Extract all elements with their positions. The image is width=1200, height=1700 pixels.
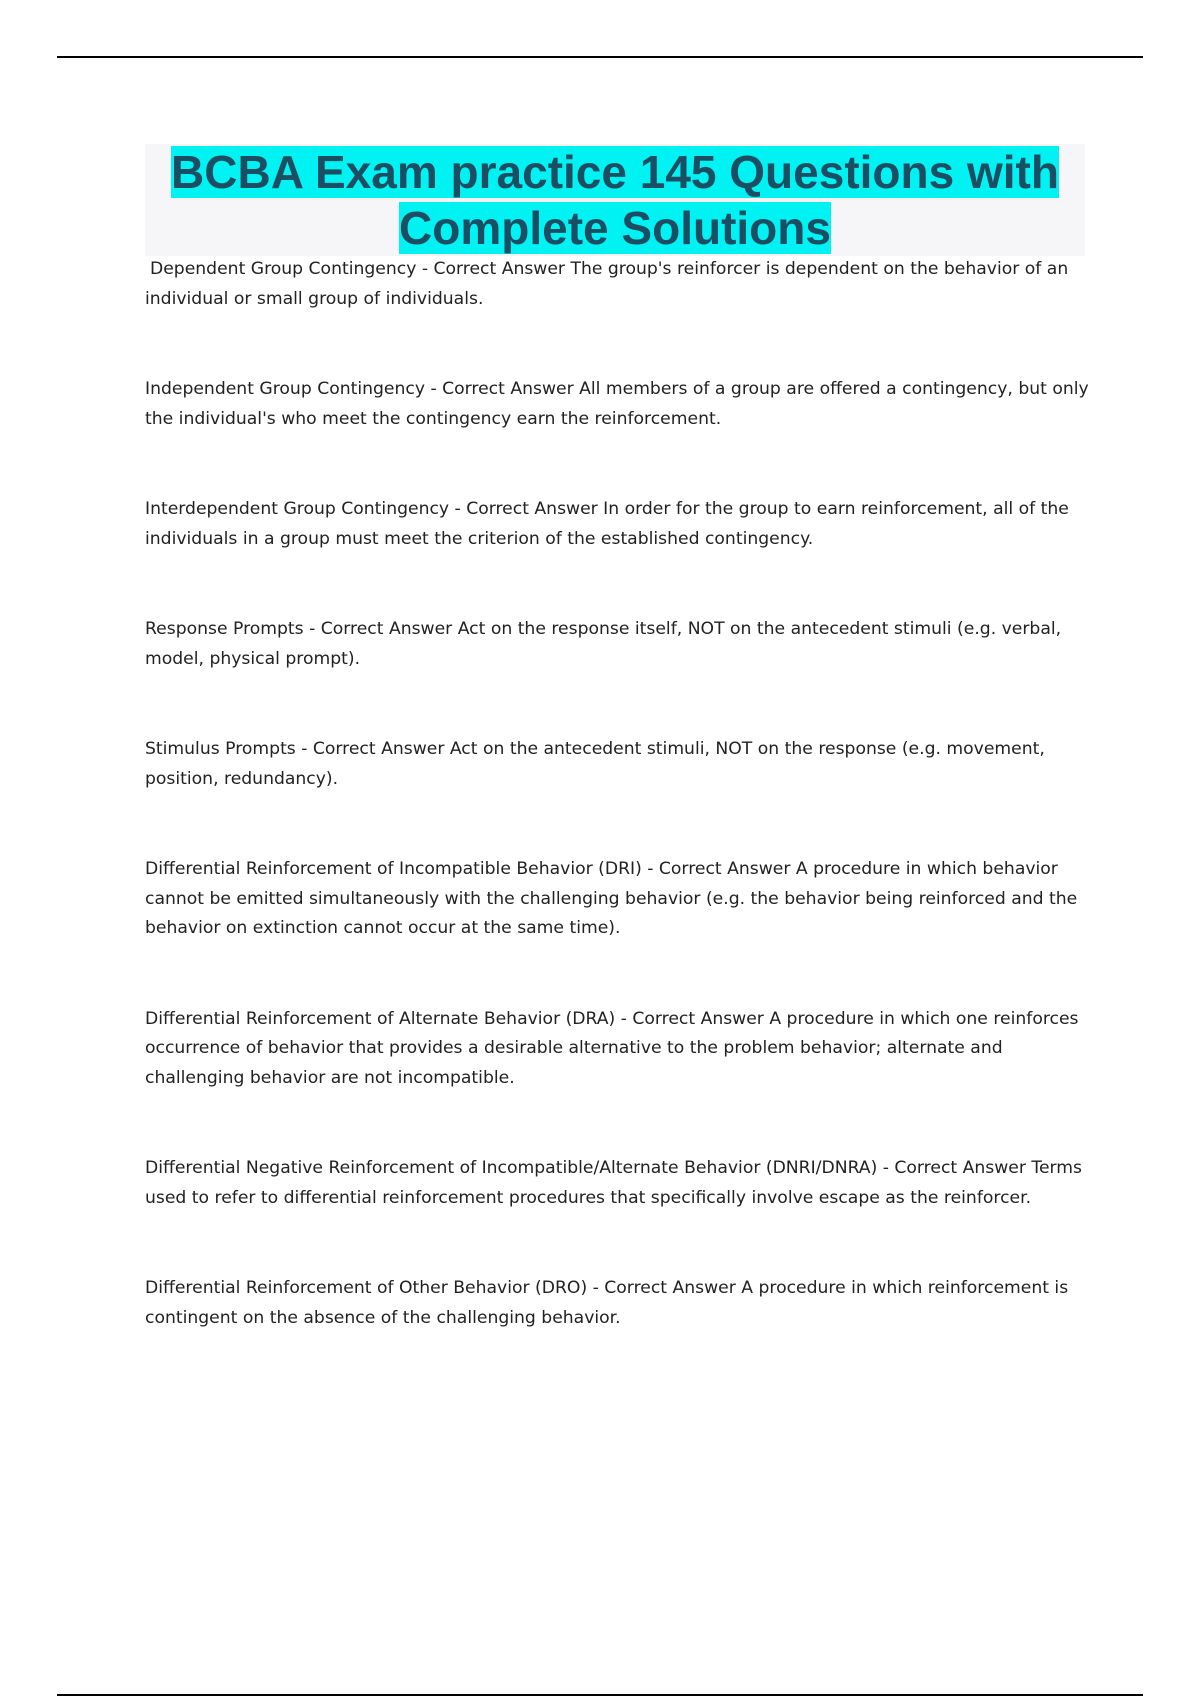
document-title-text: BCBA Exam practice 145 Questions with Complete Solutions xyxy=(171,146,1059,254)
entry-dri: Differential Reinforcement of Incompatible Behavior (DRI) - Correct Answer A procedure in which behavior cannot be emitted simultaneously with the challenging behavior (e.g. the behavior being reinforced and the behavior on extinction cannot occur at the same time). xyxy=(145,859,1078,938)
top-rule xyxy=(57,56,1143,58)
entry-dro: Differential Reinforcement of Other Behavior (DRO) - Correct Answer A procedure in which reinforcement is contingent on the absence of the challenging behavior. xyxy=(145,1278,1069,1328)
entries-list xyxy=(145,255,1090,1333)
entry-dra: Differential Reinforcement of Alternate Behavior (DRA) - Correct Answer A procedure in which one reinforces occurrence of behavior that provides a desirable alternative to the problem behavior; alternate and challenging behavior are not incompatible. xyxy=(145,1008,1079,1088)
entry-response-prompts: Response Prompts - Correct Answer Act on the response itself, NOT on the antecedent stimuli (e.g. verbal, model, physical prompt). xyxy=(145,619,1062,669)
document-title xyxy=(145,144,1085,256)
bottom-rule xyxy=(57,1694,1143,1696)
entry-dnri-dnra: Differential Negative Reinforcement of Incompatible/Alternate Behavior (DNRI/DNRA) - Correct Answer Terms used to refer to differential reinforcement procedures that specifically involve escape as the reinforcer. xyxy=(145,1158,1082,1208)
entry-interdependent-group-contingency: Interdependent Group Contingency - Correct Answer In order for the group to earn reinforcement, all of the individuals in a group must meet the criterion of the established contingency. xyxy=(145,499,1069,549)
entry-independent-group-contingency: Independent Group Contingency - Correct Answer All members of a group are offered a contingency, but only the individual's who meet the contingency earn the reinforcement. xyxy=(145,379,1089,429)
title-block xyxy=(145,144,1085,256)
entry-stimulus-prompts: Stimulus Prompts - Correct Answer Act on the antecedent stimuli, NOT on the response (e.g. movement, position, redundancy). xyxy=(145,739,1045,789)
entry-dependent-group-contingency: Dependent Group Contingency - Correct Answer The group's reinforcer is dependent on the behavior of an individual or small group of individuals. xyxy=(145,259,1069,309)
